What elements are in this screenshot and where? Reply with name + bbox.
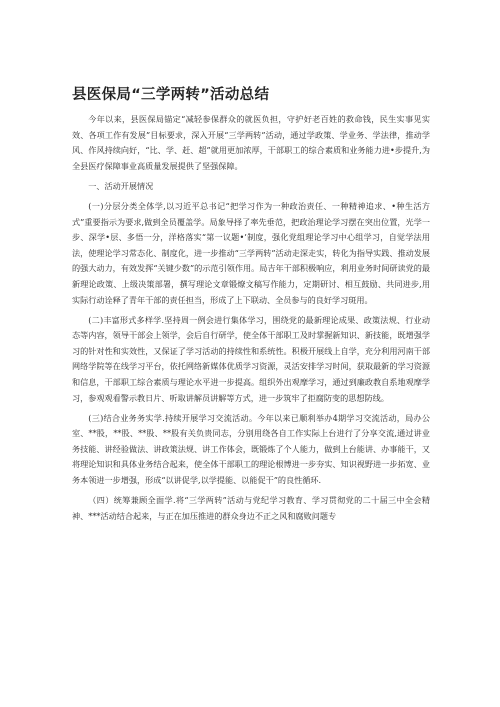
document-body <box>72 112 430 529</box>
intro-paragraph: 今年以来，县医保局锚定“减轻参保群众的就医负担，守护好老百姓的救命钱，民生实事见实效、各项工作有发展”目标要求，深入开展“三学两转”活动，通过学政策、学业务、学法律，推动学风、作风持续向好，“比、学、赶、超”就用更加浓厚，干部职工的综合素质和业务能力进•步提升,为全县医疗保障事业高质量发展提供了坚强保障。 <box>72 114 430 171</box>
body-paragraph: (一)分层分类全体学,以习近平总书记“把学习作为一种政治责任、一种精神追求、•种生活方式”重要指示为要求,做到全员覆盖学。局象导择了率先垂范，把政治理论学习摆在突出位置，光学一步、深学•层、多悟一分，洋格落实“第一议题•’制度，强化党组理论学习中心组学习，自觉学法用法，使理论学习常态化、制度化，进一步推动“三学两转”活动走深走实，转化为指导实践、推动发展的强大动力，有效发挥“关键少数”的示范引领作用。局吉年干部积极响应，利用业务时间研读党的最新理论政策、上级决策部署，撰写理论文章锻燎文稿写作能力，定期研讨、相互鼓励、共同进步,用实际行动诠释了青年干部的责任担当，形成了上下联动、全员参与的良好学习斑用。 <box>72 200 430 305</box>
body-paragraph: (二)丰富形式多样学.坚持周一例会进行集体学习，围绕党的最新理论成果、政策法规、行业动态等内容，领导干部会上领学，会后自行研学，使全体干部职工及时掌握新知识、新技能，既增强学习的针对性和实效性，又保证了学习活动的持续性和系统性。积极开展线上自学，充分利用河南干部网络学院等在线学习平台，依托网络新媒体优质学习资源，灵活安排学习时间，获取最新的学习资源和信息，干部职工综合素质与理论水平进一步提高。组织外出观摩学习，通过到廉政教自系地观摩学习，参观观看警示教日片、听取讲解员讲解等方式，进一步筑牢了拒腐防变的思想防线。 <box>72 314 430 403</box>
section-heading: 一、活动开展情况 <box>88 180 154 191</box>
body-paragraph: （四）统筹兼顾全面学.将“三学两转”活动与党纪学习教育、学习贯彻党的二十届三中全会精神、***活动结合起来，与正在加压推进的群众身边不正之风和腐败问题专 <box>72 495 430 521</box>
document-title: 县医保局“三学两转”活动总结 <box>72 87 270 103</box>
body-paragraph: (三)结合业务务实学.持续开展学习交流活动。今年以来已顺利举办4期学习交流活动，局办公室、**股，**股、**股、**股有关负贵同志，分别用绕各自工作实际上台进行了分享交流,通过讲业务技能、讲经验做法、讲政策法规、讲工作体会，既锻炼了个人能力，做到上台能讲、办事能干，又将理论知识和具体业务结合起来，使全体干部职工的理论根博进一步夯实、知识视野进一步拓宽、业务本领进一步增强，形成“以讲促学,以学提能、以能促干”的良性循环. <box>72 412 430 486</box>
